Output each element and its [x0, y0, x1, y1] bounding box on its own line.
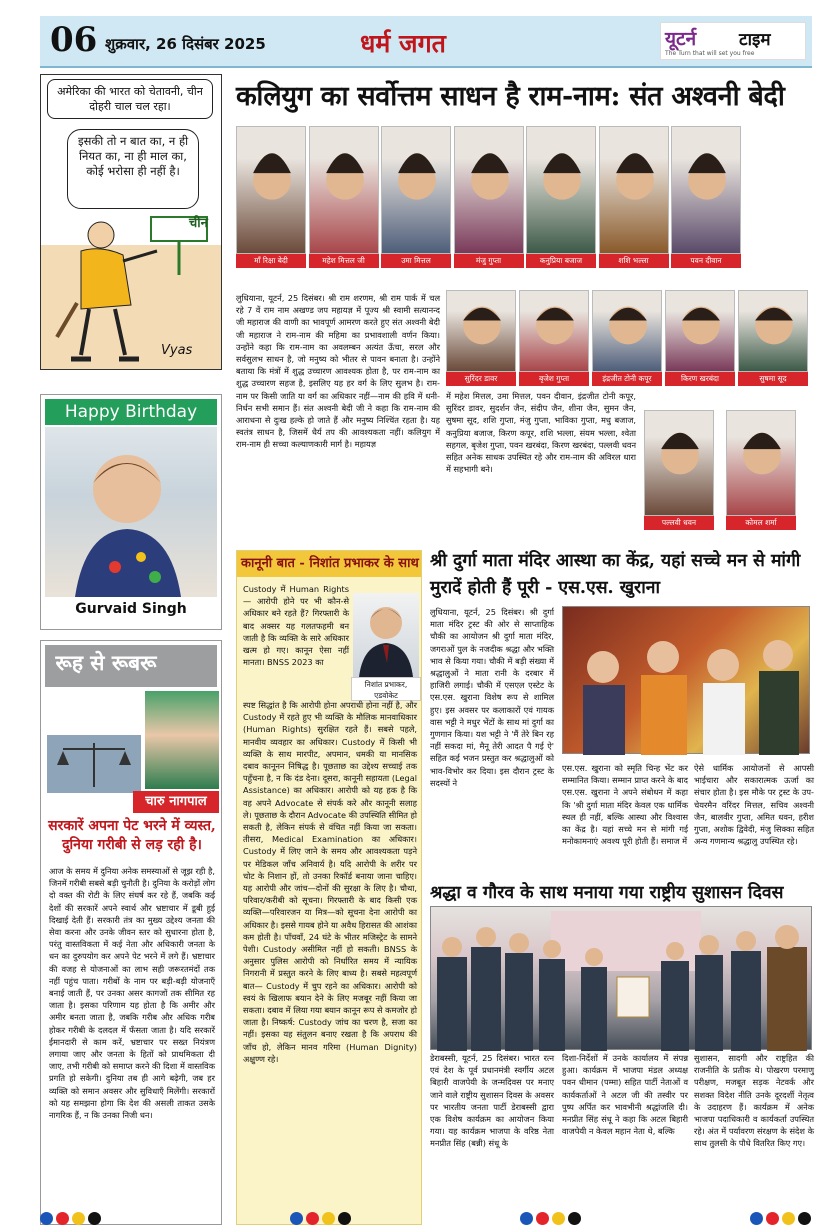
portrait-image [671, 126, 741, 254]
main-article-body: लुधियाना, यूटर्न, 25 दिसंबर। श्री राम शरणम, श्री राम पार्क में चल रहे 7 वें राम नाम अखण्ड जप महायज्ञ में पूज्य श्री स्वामी सत्यानन्द जी महाराज की वाणी का भावपूर्ण आमरण करते हुए संत अश्वनी बेदी जी महाराज ने राम-नाम की महिमा का प्रभावशाली वर्णन किया। उन्होंने कहा कि राम-नाम का अवलम्बन अत्यंत ऊँचा, सरल और सर्वसुलभ साधन है, जो मनुष्य को भीतर से पावन बनाता है। उन्होंने बताया कि मंत्रों में शुद्ध उच्चारण आवश्यक होता है, पर राम-नाम का शुद्ध उच्चारण सहज है, इसलिए यह हर वर्ग के लिए सुलभ है। राम-नाम पर किसी जाति या वर्ग का अधिकार नहीं—नाम की हवि में धनी-निर्धन सभी समान हैं। संत अश्वनी बेदी जी ने कहा कि राम-नाम की आराधना से दुःख हल्के हो जाते हैं और मनुष्य निश्चिंत रहता है। यह स्वतंत्र साधन है, जिसमें धैर्य तप की आवश्यकता नहीं। कलियुग में राम-नाम ही सच्चा कल्याणकारी मार्ग है। महायज्ञ [236, 293, 440, 450]
author-name: चारु नागपाल [133, 791, 219, 813]
sushasan-body-col2: दिशा-निर्देशों में उनके कार्यालय में संपन्न हुआ। कार्यक्रम में भाजपा मंडल अध्यक्ष पवन धीमान (पम्मा) सहित पार्टी नेताओं व कार्यकर्ताओं ने अटल जी की तस्वीर पर पुष्प अर्पित कर भावभीनी श्रद्धांजलि दी। मनप्रीत सिंह संधू ने कहा कि अटल बिहारी वाजपेयी न केवल महान नेता थे, बल्कि [562, 1053, 688, 1137]
lawyer-caption: निशांत प्रभाकर, एडवोकेट [351, 677, 421, 701]
portrait-photo [599, 126, 669, 268]
main-headline: कलियुग का सर्वोत्तम साधन है राम-नाम: संत अश्वनी बेदी [236, 81, 785, 112]
portrait-image [454, 126, 524, 254]
portrait-photo [738, 290, 808, 386]
birthday-box [40, 394, 222, 630]
sushasan-event-photo [430, 906, 812, 1050]
scale-of-justice-image [47, 735, 141, 793]
portrait-caption: सुरिंदर डावर [446, 372, 516, 386]
portrait-photo [309, 126, 379, 268]
portrait-photo [671, 126, 741, 268]
portrait-image [738, 290, 808, 372]
durga-event-photo [562, 606, 810, 754]
portrait-caption: पवन दीवान [671, 254, 741, 268]
durga-body-col2: एस.एस. खुराना को स्मृति चिन्ह भेंट कर सम्मानित किया। सम्मान प्राप्त करने के बाद एस.एस. खुराना ने अपने संबोधन में कहा कि 'श्री दुर्गा माता मंदिर केवल एक धार्मिक स्थल ही नहीं, बल्कि आस्था और विश्वास का केंद्र है। यहां सच्चे मन से मांगी गई मनोकामनाएं अवश्य पूरी होती हैं। समाज में [562, 763, 688, 847]
newspaper-logo [660, 22, 806, 60]
portrait-photo [644, 410, 714, 530]
page-number: 06 [50, 20, 98, 60]
portrait-photo [381, 126, 451, 268]
durga-headline: श्री दुर्गा माता मंदिर आस्था का केंद्र, यहां सच्चे मन से मांगी मुरादें होती हैं पूरी - एस.एस. खुराना [430, 551, 801, 598]
durga-body-col1: लुधियाना, यूटर्न, 25 दिसंबर। श्री दुर्गा माता मंदिर ट्रस्ट की ओर से साप्ताहिक चौकी का आयोजन श्री दुर्गा माता मंदिर, जगराओं पुल के नजदीक श्रद्धा और भक्ति भाव से किया गया। चौकी में बड़ी संख्या में श्रद्धालुओं ने माता रानी के दरबार में हाजिरी लगाई। चौकी में एसएल एस्टेट के एस.एस. खुराना विशेष रूप से शामिल हुए। इस अवसर पर कलाकारों एवं गायक वास भट्टी ने मधुर भेंटों के साथ मां दुर्गा का गुणगान किया। यश भट्टी ने 'मैं तेरे बिन रह नहीं सकदा मां, मैनू तेरी आदत पै गई ऐ' सहित कई भजन प्रस्तुत कर श्रद्धालुओं को भाव-विभोर कर दिया। इस दौरान ट्रस्ट के सदस्यों ने [430, 607, 554, 788]
footer-dots-1 [40, 1212, 101, 1225]
column-heading: रूह से रूबरू [55, 650, 157, 675]
portrait-image [599, 126, 669, 254]
portrait-image [592, 290, 662, 372]
section-title: धर्म जगत [360, 29, 446, 58]
portrait-photo [592, 290, 662, 386]
portrait-caption: कोमल शर्मा [726, 516, 796, 530]
sushasan-body-col1: डेराबस्सी, यूटर्न, 25 दिसंबर। भारत रत्न एवं देश के पूर्व प्रधानमंत्री स्वर्गीय अटल बिहारी वाजपेयी के जन्मदिवस पर मनाए जाने वाले राष्ट्रीय सुशासन दिवस के अवसर पर भारतीय जनता पार्टी डेराबस्सी द्वारा एक विशेष कार्यक्रम का आयोजन किया गया। यह कार्यक्रम भाजपा के वरिष्ठ नेता मनप्रीत सिंह (बन्नी) संधू के [430, 1053, 554, 1149]
logo-tagline: The Turn that will set you free [665, 50, 755, 57]
legal-column-body: स्पष्ट सिद्धांत है कि आरोपी होना अपराधी होना नहीं है, और Custody में रहते हुए भी व्यक्ति के मौलिक मानवाधिकार (Human Rights) सुरक्षित रहते हैं। सबसे पहले, मानवीय व्यवहार का अधिकार। Custody में किसी भी व्यक्ति के साथ मारपीट, अपमान, धमकी या मानसिक दबाव कानूनन निषिद्ध है। पूछताछ का उद्देश्य सच्चाई तक पहुँचना है, न कि दंड देना। दूसरा, कानूनी सहायता (Legal Assistance) का अधिकार। आरोपी को यह हक है कि वह अपने Advocate से संपर्क करे और कानूनी सलाह ले। पूछताछ के दौरान Advocate की उपस्थिति सीमित हो सकती है, लेकिन संपर्क से वंचित नहीं किया जा सकता। तीसरा, Medical Examination का अधिकार। Custody में लिए जाने के समय और आवश्यकता पड़ने पर मेडिकल जाँच अनिवार्य है। यदि आरोपी के शरीर पर चोट के निशान हों, तो उनका रिकॉर्ड बनाया जाना चाहिए। यह आरोपी और जांच—दोनों की सुरक्षा के लिए है। चौथा, परिवार/करीबी को सूचना। गिरफ्तारी के बाद किसी एक व्यक्ति—परिवारजन या मित्र—को सूचना देना आरोपी का अधिकार है। इससे गायब होने या अवैध हिरासत की आशंका कम होती है। पाँचवाँ, 24 घंटे के भीतर मजिस्ट्रेट के सामने पेशी। Custody असीमित नहीं हो सकती। BNSS के अनुसार पुलिस आरोपी को निर्धारित समय में न्यायिक निगरानी में प्रस्तुत करने के लिए बाध्य है। सबसे महत्वपूर्ण बात— Custody में चुप रहने का अधिकार। आरोपी को स्वयं के खिलाफ बयान देने के लिए मजबूर नहीं किया जा सकता। दबाव में लिया गया बयान कानून रूप से कमजोर हो जाता है। निष्कर्ष: Custody जांच का चरण है, सजा का नहीं। इसका यह संतुलन बनाए रखता है कि अपराध की जाँच हो, लेकिन मानव गरिमा (Human Dignity) अक्षुण्ण रहे। [243, 700, 417, 1064]
footer-dots-3 [520, 1212, 581, 1225]
column-headline: सरकारें अपना पेट भरने में व्यस्त, दुनिया गरीबी से लड़ रही है। [48, 818, 216, 853]
portrait-caption: इंद्रजीत टोनी कपूर [592, 372, 662, 386]
cartoon-panel [40, 74, 222, 370]
portrait-photo [446, 290, 516, 386]
main-article-body-continued: में महेश मित्तल, उमा मित्तल, पवन दीवान, इंद्रजीत टोनी कपूर, सुरिंदर डावर, सुदर्शन जैन, संदीप जैन, शीना जैन, सुमन जैन, सुषमा सूद, शशि गुप्ता, मंजु गुप्ता, भाविका गुप्ता, मधु बजाज, कनुप्रिया बजाज, किरण कपूर, शशि भल्ला, संयम भल्ला, श्वेता सहगल, बृजेश गुप्ता, पवन खरबंदा, किरण खरबंदा, पल्लवी धवन सहित अनेक साधक उपस्थित रहे और राम-नाम की अविरल धारा में सहभागी बने। [446, 391, 637, 475]
footer-dots-4 [750, 1212, 811, 1225]
portrait-photo [519, 290, 589, 386]
column-rooh [40, 640, 222, 1225]
child-photo [45, 427, 217, 597]
portrait-caption: शशि भल्ला [599, 254, 669, 268]
portrait-image [644, 410, 714, 516]
cartoon-caption: अमेरिका की भारत को चेतावनी, चीन दोहरी चाल चल रहा। [47, 79, 213, 119]
portrait-photo [454, 126, 524, 268]
portrait-image [665, 290, 735, 372]
portrait-image [519, 290, 589, 372]
portrait-caption: सुषमा सूद [738, 372, 808, 386]
portrait-image [309, 126, 379, 254]
logo-text-right: टाइम [739, 30, 771, 50]
portrait-caption: महेश मित्तल जी [309, 254, 379, 268]
birthday-title: Happy Birthday [45, 399, 217, 425]
cartoonist-signature: Vyas [161, 343, 193, 358]
portrait-caption: मंजु गुप्ता [454, 254, 524, 268]
legal-column-heading: कानूनी बात - निशांत प्रभाकर के साथ [237, 551, 421, 577]
durga-body-col3: ऐसे धार्मिक आयोजनों से आपसी भाईचारा और सकारात्मक ऊर्जा का संचार होता है। इस मौके पर ट्रस्ट के उप-चेयरमैन वरिंदर मित्तल, सचिव अश्वनी जैन, बालवीर गुप्ता, अमित धवन, हरीश गुप्ता, अशोक द्विवेदी, मंजु सिक्का सहित अन्य गणमान्य श्रद्धालु उपस्थित रहे। [694, 763, 814, 847]
portrait-photo [665, 290, 735, 386]
sushasan-headline: श्रद्धा व गौरव के साथ मनाया गया राष्ट्रीय सुशासन दिवस [430, 883, 784, 903]
portrait-image [236, 126, 306, 254]
portrait-image [726, 410, 796, 516]
portrait-image [526, 126, 596, 254]
footer-dots-2 [290, 1212, 351, 1225]
portrait-caption: बृजेश गुप्ता [519, 372, 589, 386]
cartoon-speech-bubble: इसकी तो न बात का, न ही नियत का, ना ही माल का, कोई भरोसा ही नहीं है। [67, 129, 199, 209]
lawyer-photo [353, 593, 419, 677]
portrait-image [446, 290, 516, 372]
issue-date: शुक्रवार, 26 दिसंबर 2025 [105, 35, 266, 53]
portrait-photo [726, 410, 796, 530]
legal-column-intro: Custody में Human Rights — आरोपी होने पर भी कौन-से अधिकार बने रहते हैं? गिरफ्तारी के बाद अक्सर यह गलतफहमी बन जाती है कि व्यक्ति के सारे अधिकार खत्म हो गए। कानून ऐसा नहीं मानता। BNSS 2023 का [243, 584, 349, 668]
portrait-photo [236, 126, 306, 268]
cartoon-sign-text: चीन [189, 216, 208, 231]
birthday-name: Gurvaid Singh [75, 601, 187, 617]
portrait-caption: उमा मित्तल [381, 254, 451, 268]
portrait-photo [526, 126, 596, 268]
portrait-caption: कनुप्रिया बजाज [526, 254, 596, 268]
column-body: आज के समय में दुनिया अनेक समस्याओं से जूझ रही है, जिनमें गरीबी सबसे बड़ी चुनौती है। दुनिया के करोड़ों लोग दो वक्त की रोटी के लिए संघर्ष कर रहे हैं, जबकि कई देशों की सरकारें अपने स्वार्थ और भ्रष्टाचार में डूबी हुई दिखाई देती हैं। सरकारी तंत्र का मुख्य उद्देश्य जनता की सेवा करना और उनके जीवन स्तर को सुधारना होता है, परंतु वास्तविकता में कई नेता और अधिकारी जनता के धन का दुरुपयोग कर अपने पेट भरने में लगे हैं। भ्रष्टाचार की वजह से योजनाओं का लाभ सही जरूरतमंदों तक नहीं पहुंच पाता। गरीबों के नाम पर बड़ी-बड़ी योजनाएँ बनाई जाती हैं, पर उनका असर कागजों तक सीमित रह जाता है। इसका परिणाम यह होता है कि अमीर और अमीर बनता जाता है, जबकि गरीब और अधिक गरीब होकर गरीबी के दलदल में फँसता जाता है। यदि सरकारें ईमानदारी से काम करें, भ्रष्टाचार पर सख्त नियंत्रण लगाया जाए और जनता के हितों को प्राथमिकता दी जाए, तभी गरीबी को समाप्त करने की दिशा में वास्तविक प्रगति हो सकेगी। दुनिया तब ही आगे बढ़ेगी, जब हर व्यक्ति को समान अवसर और सुविधाएँ मिलेंगी। सरकारों को यह समझना होगा कि देश की असली ताकत उसके नागरिक हैं, न कि उनका निजी धन। [49, 866, 215, 1121]
portrait-caption: माँ रिक्षा बेदी [236, 254, 306, 268]
portrait-caption: पल्लवी धवन [644, 516, 714, 530]
logo-text-left: यूटर्न [665, 28, 697, 50]
portrait-caption: किरण खरबंदा [665, 372, 735, 386]
sushasan-body-col3: सुशासन, सादगी और राष्ट्रहित की राजनीति के प्रतीक थे। पोखरण परमाणु परीक्षण, मजबूत सड़क नेटवर्क और सशक्त विदेश नीति उनके दूरदर्शी नेतृत्व के उदाहरण हैं। कार्यक्रम में अनेक भाजपा पदाधिकारी व कार्यकर्ता उपस्थित रहे। अंत में पर्यावरण संरक्षण के संदेश के साथ तुलसी के पौधे वितरित किए गए। [694, 1053, 814, 1149]
portrait-image [381, 126, 451, 254]
author-photo [145, 691, 219, 789]
legal-column [236, 550, 422, 1225]
